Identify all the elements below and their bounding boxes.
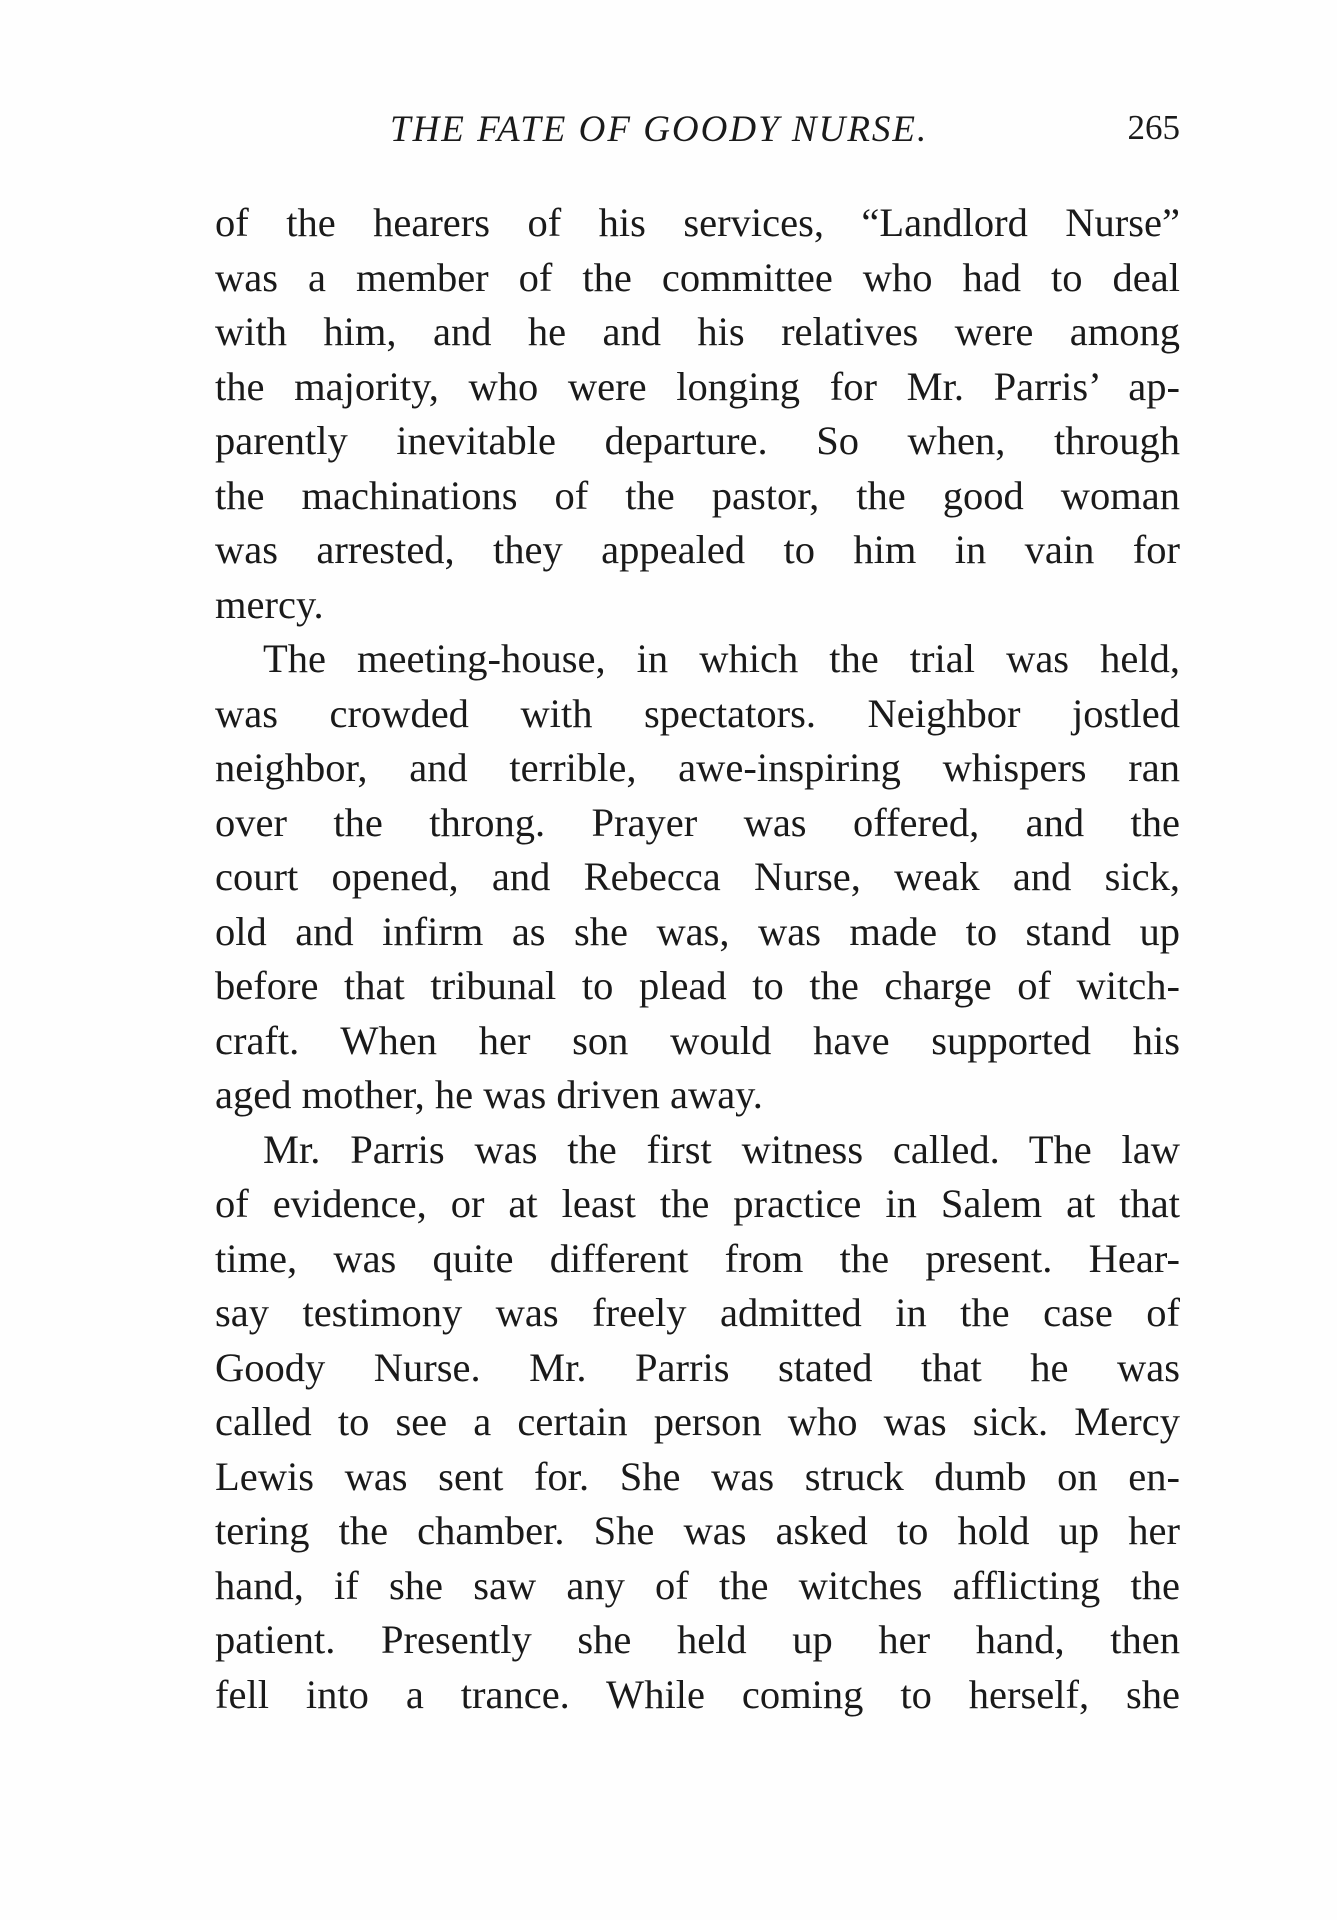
text-line: tering the chamber. She was asked to hold up her — [215, 1508, 1180, 1553]
paragraph-3 — [215, 1123, 1180, 1723]
text-line: over the throng. Prayer was offered, and the — [215, 799, 1180, 845]
body-text — [215, 196, 1180, 1722]
text-line: called to see a certain person who was sick. Mercy — [215, 1399, 1180, 1444]
running-title: THE FATE OF GOODY NURSE. — [390, 109, 929, 150]
text-line: neighbor, and terrible, awe-inspiring whispers ran — [215, 745, 1180, 790]
text-line: of evidence, or at least the practice in Salem at that — [215, 1181, 1180, 1226]
text-line: the majority, who were longing for Mr. Parris’ ap- — [215, 363, 1180, 409]
text-line: the machinations of the pastor, the good woman — [215, 472, 1180, 518]
text-line: with him, and he and his relatives were among — [215, 309, 1180, 354]
paragraph-2 — [215, 632, 1180, 1123]
text-line: aged mother, he was driven away. — [215, 1072, 763, 1117]
text-line: Goody Nurse. Mr. Parris stated that he was — [215, 1344, 1180, 1390]
text-line: time, was quite different from the present. Hear- — [215, 1235, 1180, 1281]
text-line: mercy. — [215, 581, 324, 627]
page-header — [215, 108, 1180, 162]
text-line: was arrested, they appealed to him in vain for — [215, 527, 1180, 572]
text-line: old and infirm as she was, was made to stand up — [215, 908, 1180, 954]
text-line: The meeting-house, in which the trial was held, — [263, 636, 1180, 681]
paragraph-1 — [215, 196, 1180, 632]
text-line: court opened, and Rebecca Nurse, weak and sick, — [215, 854, 1180, 899]
text-line: was a member of the committee who had to deal — [215, 254, 1180, 300]
page-number: 265 — [1127, 108, 1180, 147]
text-line: of the hearers of his services, “Landlord Nurse” — [215, 200, 1180, 245]
text-line: fell into a trance. While coming to herself, she — [215, 1671, 1180, 1717]
text-line: hand, if she saw any of the witches afflicting the — [215, 1562, 1180, 1608]
text-line: Lewis was sent for. She was struck dumb on en- — [215, 1453, 1180, 1499]
text-line: craft. When her son would have supported his — [215, 1017, 1180, 1063]
text-line: before that tribunal to plead to the charge of witch- — [215, 963, 1180, 1008]
text-line: say testimony was freely admitted in the case of — [215, 1290, 1180, 1335]
text-line: Mr. Parris was the first witness called. The law — [263, 1126, 1180, 1172]
text-line: parently inevitable departure. So when, through — [215, 418, 1180, 463]
text-line: was crowded with spectators. Neighbor jostled — [215, 690, 1180, 736]
text-line: patient. Presently she held up her hand, then — [215, 1617, 1180, 1662]
